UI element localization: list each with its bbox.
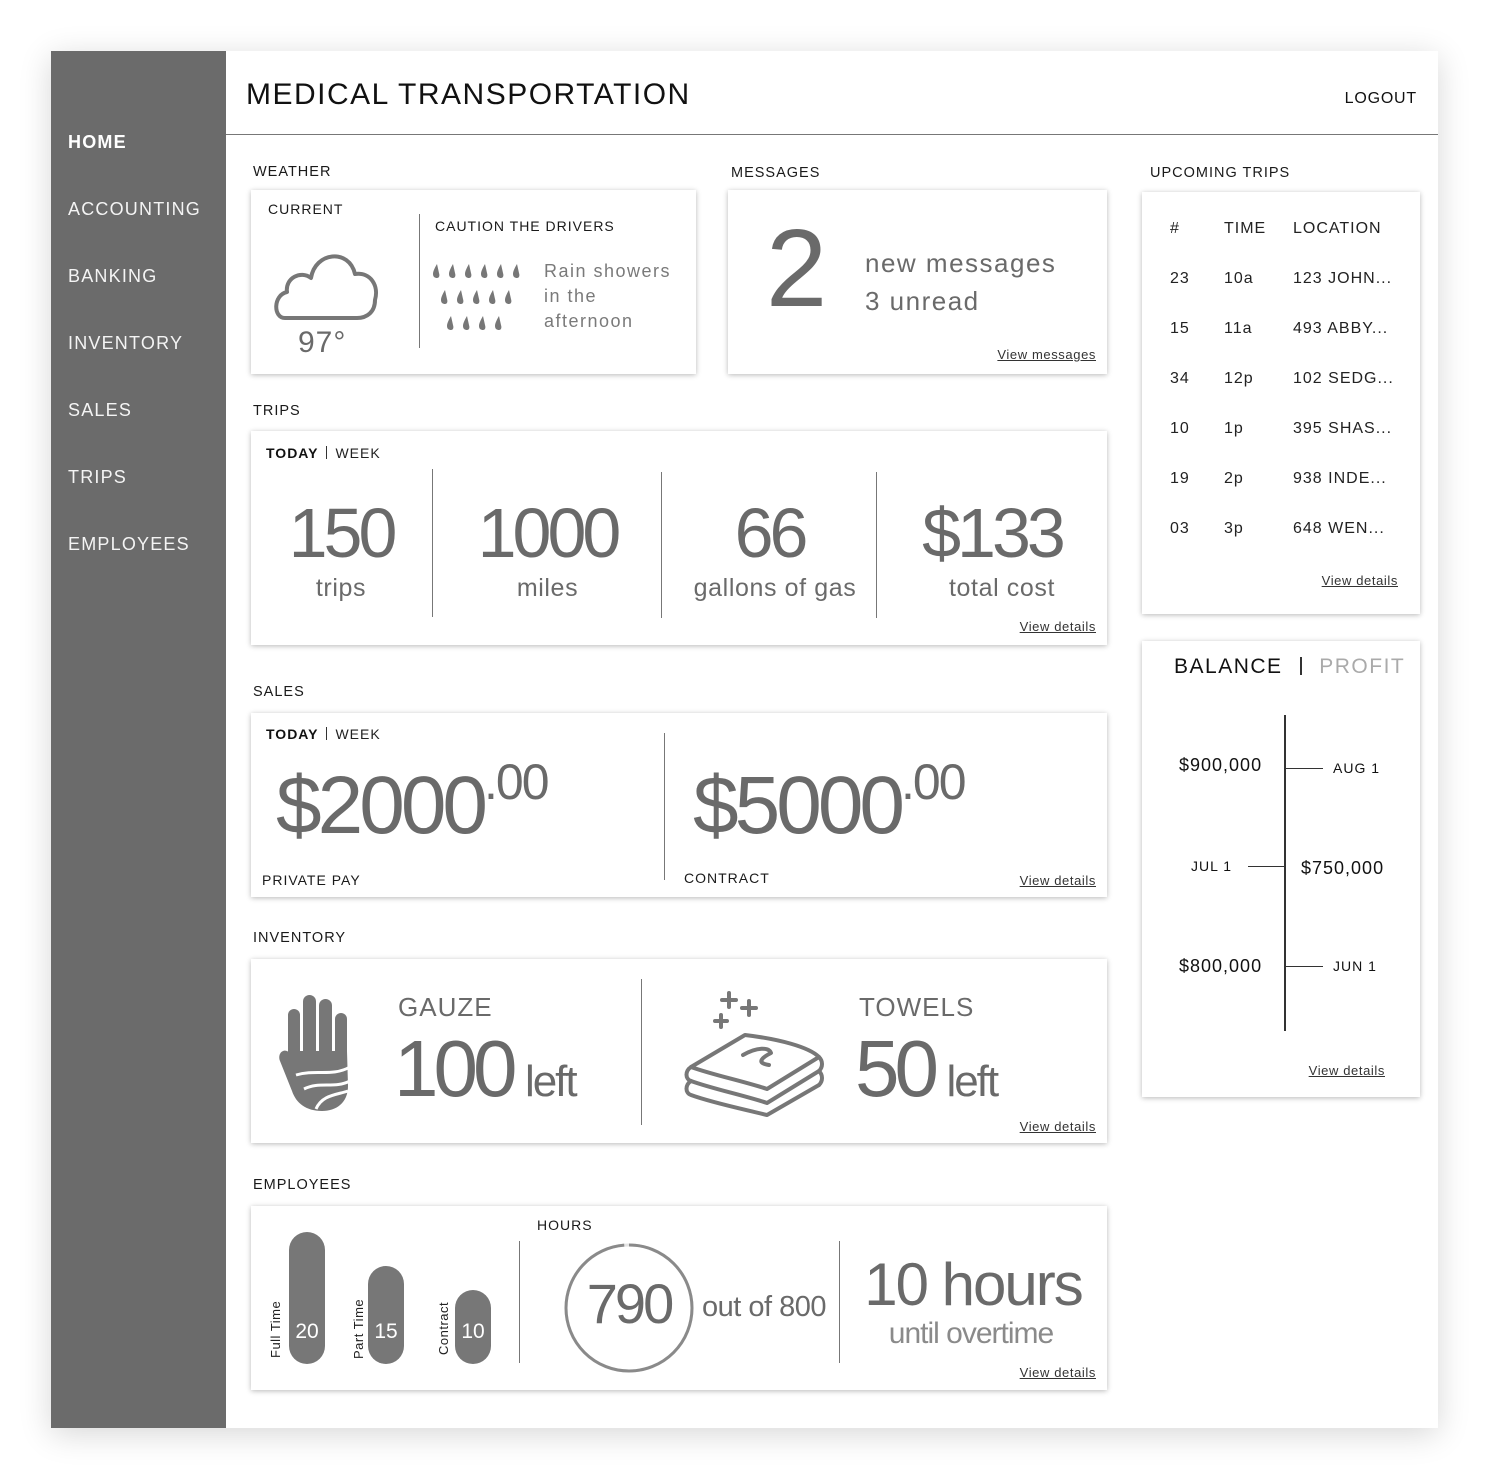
logout-button[interactable]: LOGOUT (1344, 90, 1417, 107)
sales-tabs (266, 726, 381, 744)
trip-location: 648 WEN... (1293, 520, 1385, 537)
trip-location: 102 SEDG... (1293, 370, 1394, 387)
inventory-card (251, 959, 1107, 1143)
gas-value: 66 (734, 494, 805, 572)
balance-card (1142, 641, 1420, 1097)
app-window (51, 51, 1438, 1428)
gauze-count-value: 100 (394, 1024, 513, 1113)
weather-forecast (544, 259, 671, 334)
full-time-label-text: Full Time (268, 1300, 283, 1358)
sidebar-item-home[interactable]: HOME (68, 132, 127, 152)
timeline-amount: $800,000 (1179, 956, 1263, 976)
trip-time: 3p (1224, 520, 1244, 537)
towels-count-unit: left (946, 1057, 998, 1106)
tab-separator (1300, 657, 1302, 675)
timeline-tick (1285, 966, 1323, 967)
trips-count-label: trips (315, 574, 367, 602)
miles-label: miles (516, 574, 579, 602)
weather-current-label: CURRENT (268, 201, 344, 217)
towels-icon (683, 989, 825, 1117)
towels-count (855, 1023, 997, 1115)
employees-card (251, 1206, 1107, 1390)
forecast-line: in the (544, 286, 598, 306)
sales-view-details-link[interactable]: View details (1019, 873, 1096, 888)
employees-section-label: EMPLOYEES (253, 1177, 352, 1193)
part-time-label-text: Part Time (351, 1298, 366, 1359)
trip-location: 395 SHAS... (1293, 420, 1393, 437)
table-row[interactable] (1142, 420, 1420, 442)
header-divider (226, 134, 1438, 135)
inventory-section-label: INVENTORY (253, 930, 347, 946)
tab-week[interactable]: WEEK (335, 445, 381, 461)
weather-section-label: WEATHER (253, 164, 332, 180)
gauze-count-unit: left (524, 1057, 576, 1106)
inventory-view-details-link[interactable]: View details (1019, 1119, 1096, 1134)
sidebar-item-banking[interactable]: BANKING (68, 266, 158, 286)
balance-tabs (1174, 655, 1405, 679)
sales-card (251, 713, 1107, 897)
trip-id: 34 (1170, 370, 1190, 387)
tab-separator (326, 727, 327, 740)
tab-profit[interactable]: PROFIT (1319, 655, 1406, 678)
messages-section-label: MESSAGES (731, 165, 821, 181)
private-pay-dollars: $2000 (276, 760, 485, 851)
sidebar-item-inventory[interactable]: INVENTORY (68, 333, 184, 353)
trip-location: 493 ABBY... (1293, 320, 1389, 337)
towels-name: TOWELS (859, 992, 975, 1022)
employees-divider (839, 1241, 840, 1363)
trip-id: 03 (1170, 520, 1190, 537)
trips-view-details-link[interactable]: View details (1019, 619, 1096, 634)
trip-time: 12p (1224, 370, 1254, 387)
tab-separator (326, 446, 327, 459)
cost-value: $133 (922, 494, 1062, 572)
contract-dollars: $5000 (693, 760, 902, 851)
table-row[interactable] (1142, 270, 1420, 292)
part-time-pill (368, 1266, 404, 1364)
trip-time: 11a (1224, 320, 1253, 337)
sidebar-item-employees[interactable]: EMPLOYEES (68, 534, 190, 554)
employees-view-details-link[interactable]: View details (1019, 1365, 1096, 1380)
gauze-count (394, 1023, 576, 1115)
contract-amount (693, 753, 965, 853)
hours-value: 790 (586, 1272, 672, 1335)
private-pay-amount (276, 753, 548, 853)
trips-count-value: 150 (288, 494, 394, 572)
trips-card (251, 431, 1107, 645)
timeline-amount: $750,000 (1301, 858, 1385, 878)
timeline-date: JUN 1 (1333, 958, 1377, 974)
timeline-date: JUL 1 (1191, 858, 1233, 874)
tab-today[interactable]: TODAY (266, 726, 319, 742)
trips-section-label: TRIPS (253, 403, 301, 419)
trip-id: 23 (1170, 270, 1190, 287)
weather-divider (419, 214, 420, 348)
trip-location: 123 JOHN... (1293, 270, 1393, 287)
sidebar-item-sales[interactable]: SALES (68, 400, 133, 420)
messages-new-label: new messages (865, 248, 1057, 278)
private-pay-cents: .00 (484, 754, 548, 810)
full-time-pill (289, 1232, 325, 1364)
sales-section-label: SALES (253, 684, 305, 700)
upcoming-trips-view-details-link[interactable]: View details (1321, 573, 1398, 588)
trip-id: 19 (1170, 470, 1190, 487)
trip-time: 1p (1224, 420, 1244, 437)
contract-label-text: Contract (436, 1301, 451, 1355)
sidebar-item-trips[interactable]: TRIPS (68, 467, 128, 487)
timeline-axis (1284, 715, 1286, 1031)
trips-tabs (266, 445, 381, 463)
table-row[interactable] (1142, 370, 1420, 392)
sidebar-item-accounting[interactable]: ACCOUNTING (68, 199, 201, 219)
gas-label: gallons of gas (693, 574, 857, 602)
timeline-tick (1248, 866, 1285, 867)
hours-total: out of 800 (702, 1291, 826, 1323)
towels-count-value: 50 (855, 1024, 934, 1113)
trip-id: 15 (1170, 320, 1190, 337)
contract-cents: .00 (901, 754, 965, 810)
balance-view-details-link[interactable]: View details (1308, 1063, 1385, 1078)
overtime-label: until overtime (888, 1317, 1054, 1350)
forecast-line: afternoon (544, 311, 634, 331)
weather-caution-label: CAUTION THE DRIVERS (435, 218, 615, 234)
timeline-amount: $900,000 (1179, 755, 1263, 775)
view-messages-link[interactable]: View messages (997, 347, 1096, 362)
contract-label: CONTRACT (684, 870, 770, 886)
messages-card (728, 190, 1107, 374)
weather-temperature: 97° (298, 326, 347, 359)
trip-id: 10 (1170, 420, 1190, 437)
upcoming-trips-section-label: UPCOMING TRIPS (1150, 165, 1291, 181)
trip-location: 938 INDE... (1293, 470, 1387, 487)
full-time-value: 20 (295, 1320, 319, 1343)
table-row[interactable] (1142, 470, 1420, 492)
rain-icon (431, 260, 536, 340)
forecast-line: Rain showers (544, 261, 672, 281)
column-header-location: LOCATION (1293, 220, 1382, 237)
hours-label: HOURS (537, 1217, 593, 1233)
private-pay-label: PRIVATE PAY (262, 872, 361, 888)
miles-value: 1000 (477, 494, 618, 572)
messages-unread-label: 3 unread (865, 286, 980, 316)
tab-today[interactable]: TODAY (266, 445, 319, 461)
employees-divider (519, 1241, 520, 1363)
cloud-icon (271, 240, 381, 325)
cost-label: total cost (948, 574, 1056, 602)
bandaged-hand-icon (276, 991, 366, 1113)
sales-divider (664, 733, 665, 880)
table-row[interactable] (1142, 320, 1420, 342)
trip-time: 2p (1224, 470, 1244, 487)
gauze-name: GAUZE (398, 992, 493, 1022)
timeline-date: AUG 1 (1333, 760, 1381, 776)
contract-value: 10 (461, 1320, 485, 1343)
page-title: MEDICAL TRANSPORTATION (246, 78, 691, 111)
overtime-value: 10 hours (864, 1251, 1082, 1318)
table-row[interactable] (1142, 520, 1420, 542)
column-header-time: TIME (1224, 220, 1267, 237)
timeline-tick (1285, 768, 1323, 769)
sidebar (51, 51, 226, 1428)
weather-card (251, 190, 696, 374)
part-time-value: 15 (374, 1320, 398, 1343)
tab-balance[interactable]: BALANCE (1174, 655, 1283, 678)
trip-time: 10a (1224, 270, 1254, 287)
inventory-divider (641, 979, 642, 1125)
upcoming-trips-card (1142, 192, 1420, 614)
column-header-id: # (1170, 220, 1180, 237)
messages-count: 2 (766, 207, 828, 330)
tab-week[interactable]: WEEK (335, 726, 381, 742)
